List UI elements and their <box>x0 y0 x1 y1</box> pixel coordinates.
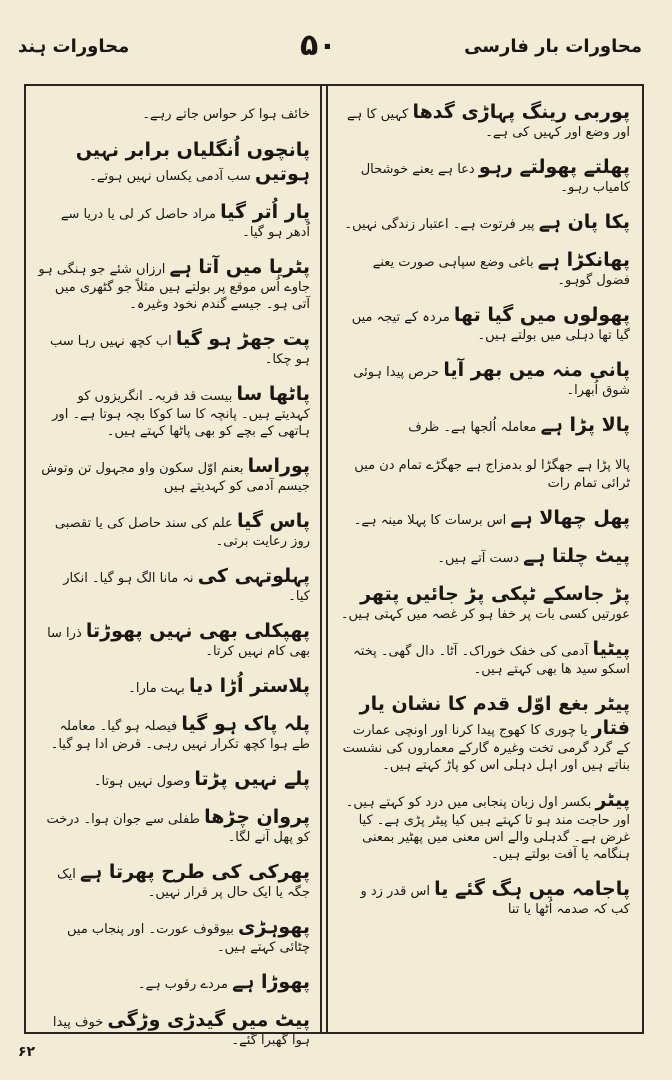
header-right-title: محاورات بار فارسی <box>464 36 642 57</box>
idiom-entry <box>338 155 630 196</box>
page-number: ۵۰ <box>300 28 337 63</box>
idiom-term: پھانکڑا ہے <box>537 249 630 271</box>
left-column <box>38 100 310 1063</box>
idiom-term: پلاستر اُڑا دیا <box>188 675 310 697</box>
idiom-meaning: وصول نہیں ہوتا۔ <box>93 774 191 789</box>
idiom-term: پروان چڑھا <box>204 806 310 828</box>
idiom-term: پیٹر <box>595 789 630 811</box>
idiom-entry <box>338 358 630 399</box>
idiom-entry <box>38 712 310 753</box>
idiom-meaning: دعا ہے یعنے خوشحال کامیاب رہو۔ <box>360 162 630 195</box>
idiom-meaning: آدمی کی خفک خوراک۔ آٹا۔ دال گھی۔ پختہ اسکو سید ھا بھی کہتے ہیں۔ <box>353 644 630 677</box>
idiom-term: پوراسا <box>247 455 310 477</box>
idiom-term: پھوہڑی <box>238 916 310 938</box>
idiom-entry <box>338 788 630 863</box>
idiom-entry <box>338 248 630 289</box>
idiom-entry <box>338 100 630 141</box>
idiom-entry <box>38 327 310 368</box>
idiom-entry <box>38 1008 310 1049</box>
idiom-term: پہلوتہی کی <box>197 565 310 587</box>
idiom-meaning: سب آدمی یکساں نہیں ہوتے۔ <box>89 169 251 184</box>
column-divider <box>326 86 328 1032</box>
idiom-entry <box>38 970 310 994</box>
idiom-term: پت جھڑ ہو گیا <box>175 328 310 350</box>
idiom-meaning: خوف پیدا ہوا گھبرا گئے۔ <box>52 1015 310 1048</box>
idiom-meaning: نہ مانا الگ ہو گیا۔ انکار کیا۔ <box>63 571 310 604</box>
idiom-entry <box>38 454 310 495</box>
idiom-term: پاجامہ میں ہگ گئے یا <box>434 878 630 900</box>
idiom-meaning: فیصلہ ہو گیا۔ معاملہ طے ہوا کچھ تکرار نہیں رہی۔ قرض ادا ہو گیا۔ <box>50 719 310 752</box>
idiom-entry <box>38 100 310 124</box>
idiom-entry <box>38 255 310 313</box>
idiom-entry <box>338 637 630 678</box>
idiom-meaning: اس قدر زد و کب کہ صدمہ اُٹھا یا تنا <box>360 884 630 917</box>
idiom-term: پیٹر بغع اوّل قدم کا نشان یار فتار <box>359 693 630 739</box>
idiom-term: پلے نہیں پڑتا <box>194 768 310 790</box>
idiom-term: پلہ پاک ہو گیا <box>181 713 310 735</box>
idiom-meaning: ایک جگہ یا ایک حال پر قرار نہیں۔ <box>57 867 310 900</box>
idiom-meaning: حرص پیدا ہوئی شوق اُبھرا۔ <box>353 365 630 398</box>
idiom-meaning: بیست قد فربہ۔ انگریزوں کو کہدیتے ہیں۔ پانچہ کا سا کوکا بچہ ہوتا ہے۔ اور ہاتھی کے بچے کو بھی پاٹھا کہتے ہیں۔ <box>52 389 310 439</box>
idiom-meaning: کہیں کا ہے اور وضع اور کہیں کی ہے۔ <box>347 107 630 140</box>
idiom-entry <box>338 413 630 437</box>
idiom-meaning: مردے رقوب ہے۔ <box>137 977 228 992</box>
page-header <box>0 24 672 74</box>
idiom-meaning: پیر فرتوت ہے۔ اعتبار زندگی نہیں۔ <box>344 217 535 232</box>
idiom-meaning: ذرا سا بھی کام نہیں کرتا۔ <box>47 626 310 659</box>
idiom-term: پھرکی کی طرح پھرتا ہے <box>80 861 310 883</box>
idiom-term: پٹریا میں آتا ہے <box>169 256 310 278</box>
idiom-entry <box>38 915 310 956</box>
idiom-term: پیٹ میں گیدڑی وڑگی <box>107 1009 310 1031</box>
idiom-entry <box>338 544 630 568</box>
idiom-term: پکا پان ہے <box>538 211 630 233</box>
idiom-entry <box>338 506 630 530</box>
idiom-entry <box>338 582 630 623</box>
idiom-meaning: دست آتے ہیں۔ <box>437 551 520 566</box>
idiom-term: پار اُتر گیا <box>220 201 310 223</box>
idiom-meaning: یا چوری کا کھوج پیدا کرنا اور اونچی عمارت کے گرد گرمی تخت وغیرہ گارکے معماروں کی نشست بناتے ہیں اور اہل دہلی اس کو پاڑ کہتے ہیں۔ <box>342 723 630 773</box>
idiom-entry <box>38 805 310 846</box>
idiom-entry <box>38 767 310 791</box>
idiom-meaning: اس برسات کا پہلا مینہ ہے۔ <box>353 513 507 528</box>
idiom-meaning: بعنم اوّل سکون واو مجہول تن وتوش جیسم آدمی کو کہدیتے ہیں <box>41 461 310 494</box>
idiom-entry <box>38 382 310 440</box>
idiom-term: پالا پڑا ہے <box>540 414 630 436</box>
idiom-meaning: بیوقوف عورت۔ اور پنجاب میں چٹائی کہتے ہیں۔ <box>67 922 310 955</box>
idiom-entry <box>38 138 310 186</box>
idiom-entry <box>338 692 630 774</box>
idiom-meaning: بکسر اول زبان پنجابی میں درد کو کہتے ہیں۔ اور حاجت مند ہو تا کہتے ہیں کیا پیٹر پڑی ہے۔ کیا غرض ہے۔ گدہلی والے اس معنی میں پھٹیر بمعنی ہنگامہ یا آفت بولتے ہیں۔ <box>345 795 630 862</box>
idiom-term: پانچوں اُنگلیاں برابر نہیں ہوتیں <box>75 139 310 185</box>
idiom-term: پھلتے پھولتے رہو <box>478 156 630 178</box>
idiom-term: پیٹ چلتا ہے <box>523 545 630 567</box>
idiom-meaning: خائف ہوا کر حواس جاتے رہے۔ <box>142 107 310 122</box>
idiom-entry <box>38 509 310 550</box>
idiom-entry <box>338 451 630 492</box>
idiom-meaning: ارزاں شئے جو ہنگی ہو جاوے اُس موقع پر بولتے ہیں مثلاً جو گٹھری میں آتی ہو۔ جیسے گندم نخود وغیرہ۔ <box>38 262 310 312</box>
idiom-meaning: مراد حاصل کر لی یا دریا سے اُدھر ہو گیا۔ <box>60 207 310 240</box>
idiom-meaning: پالا پڑا ہے جھگڑا لو بدمزاج ہے جھگڑے تمام دن میں ٹرائی تمام رات <box>354 458 630 491</box>
idiom-meaning: علم کی سند حاصل کی یا تقصبی روز رعایت برتی۔ <box>54 516 310 549</box>
idiom-entry <box>38 860 310 901</box>
idiom-term: پاس گیا <box>236 510 310 532</box>
idiom-meaning: اب کچھ نہیں رہا سب ہو چکا۔ <box>49 334 310 367</box>
right-column <box>338 100 630 932</box>
idiom-term: پھل چھالا ہے <box>510 507 630 529</box>
idiom-entry <box>38 200 310 241</box>
idiom-entry <box>338 877 630 918</box>
idiom-meaning: معاملہ اُلجھا ہے۔ ظرف <box>408 420 537 435</box>
idiom-meaning: بہت مارا۔ <box>128 681 185 696</box>
footer-page-label: ۶۲ <box>18 1044 36 1060</box>
idiom-term: پڑ جاسکے ٹپکی پڑ جائیں پتھر <box>360 583 630 605</box>
idiom-term: پیٹیا <box>592 638 630 660</box>
idiom-term: پھپکلی بھی نہیں پھوڑتا <box>85 620 310 642</box>
idiom-term: پاٹھا سا <box>236 383 310 405</box>
idiom-entry <box>338 210 630 234</box>
idiom-term: پانی منہ میں بھر آیا <box>443 359 630 381</box>
idiom-entry <box>338 303 630 344</box>
idiom-term: پوربی رینگ پہاڑی گدھا <box>412 101 630 123</box>
idiom-meaning: مردہ کے تیجہ میں گیا تھا دہلی میں بولتے ہیں۔ <box>351 310 630 343</box>
idiom-meaning: طفلی سے جوان ہوا۔ درخت کو پھل آنے لگا۔ <box>46 812 310 845</box>
idiom-term: پھوڑا ہے <box>232 971 310 993</box>
idiom-entry <box>38 564 310 605</box>
column-divider <box>320 86 322 1032</box>
idiom-meaning: عورتیں کسی بات پر خفا ہو کر غصہ میں کہتی ہیں۔ <box>340 607 630 622</box>
idiom-term: پھولوں میں گیا تھا <box>453 304 630 326</box>
idiom-meaning: باغی وضع سپاہی صورت یعنے فضول گوہو۔ <box>372 255 630 288</box>
idiom-entry <box>38 674 310 698</box>
header-left-title: محاورات ہند <box>18 36 130 57</box>
idiom-entry <box>38 619 310 660</box>
